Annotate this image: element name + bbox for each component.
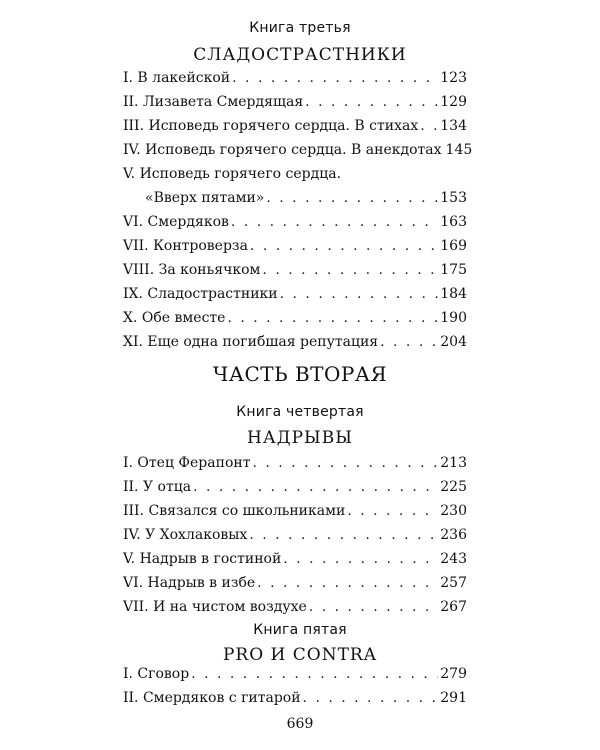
toc-entry: IV. У Хохлаковых . . . 236 <box>123 527 467 551</box>
book3-label: Книга третья <box>249 20 351 36</box>
toc-entry: VII. И на чистом воздухе . . . 267 <box>123 599 467 623</box>
book3-toc <box>123 70 473 358</box>
toc-entry: I. Сговор . . . 279 <box>123 666 467 690</box>
toc-entry: «Вверх пятами» . . . 153 <box>123 190 467 214</box>
toc-entry: II. Смердяков с гитарой . . . 291 <box>123 690 467 714</box>
toc-entry: VI. Надрыв в избе . . . 257 <box>123 575 467 599</box>
toc-entry: IV. Исповедь горячего сердца. В анекдотах 145 <box>123 142 473 158</box>
toc-entry: III. Исповедь горячего сердца. В стихах . . . 134 <box>123 118 467 142</box>
toc-entry: III. Связался со школьниками . . . 230 <box>123 503 467 527</box>
page-number: 669 <box>286 716 314 732</box>
toc-entry: II. У отца . . . 225 <box>123 479 467 503</box>
toc-entry: X. Обе вместе . . . 190 <box>123 310 467 334</box>
toc-entry: VIII. За коньячком . . . 175 <box>123 262 467 286</box>
book5-title: PRO И CONTRA <box>222 645 378 665</box>
part-title: ЧАСТЬ ВТОРАЯ <box>212 362 388 386</box>
book5-label: Книга пятая <box>253 622 347 638</box>
toc-entry: II. Лизавета Смердящая . . . 129 <box>123 94 467 118</box>
toc-entry: V. Исповедь горячего сердца. <box>123 166 342 182</box>
toc-entry: VI. Смердяков . . . 163 <box>123 214 467 238</box>
toc-entry: VII. Контроверза . . . 169 <box>123 238 467 262</box>
toc-entry: IX. Сладострастники . . . 184 <box>123 286 467 310</box>
toc-entry: I. Отец Ферапонт . . . 213 <box>123 455 467 479</box>
book4-title: НАДРЫВЫ <box>247 428 353 448</box>
book4-toc <box>123 455 467 623</box>
toc-entry: I. В лакейской . . . 123 <box>123 70 467 94</box>
book5-toc <box>123 666 467 714</box>
toc-entry: V. Надрыв в гостиной . . . 243 <box>123 551 467 575</box>
book4-label: Книга четвертая <box>236 404 364 420</box>
toc-entry: XI. Еще одна погибшая репутация . . . 204 <box>123 334 467 358</box>
book3-title: СЛАДОСТРАСТНИКИ <box>193 45 407 65</box>
